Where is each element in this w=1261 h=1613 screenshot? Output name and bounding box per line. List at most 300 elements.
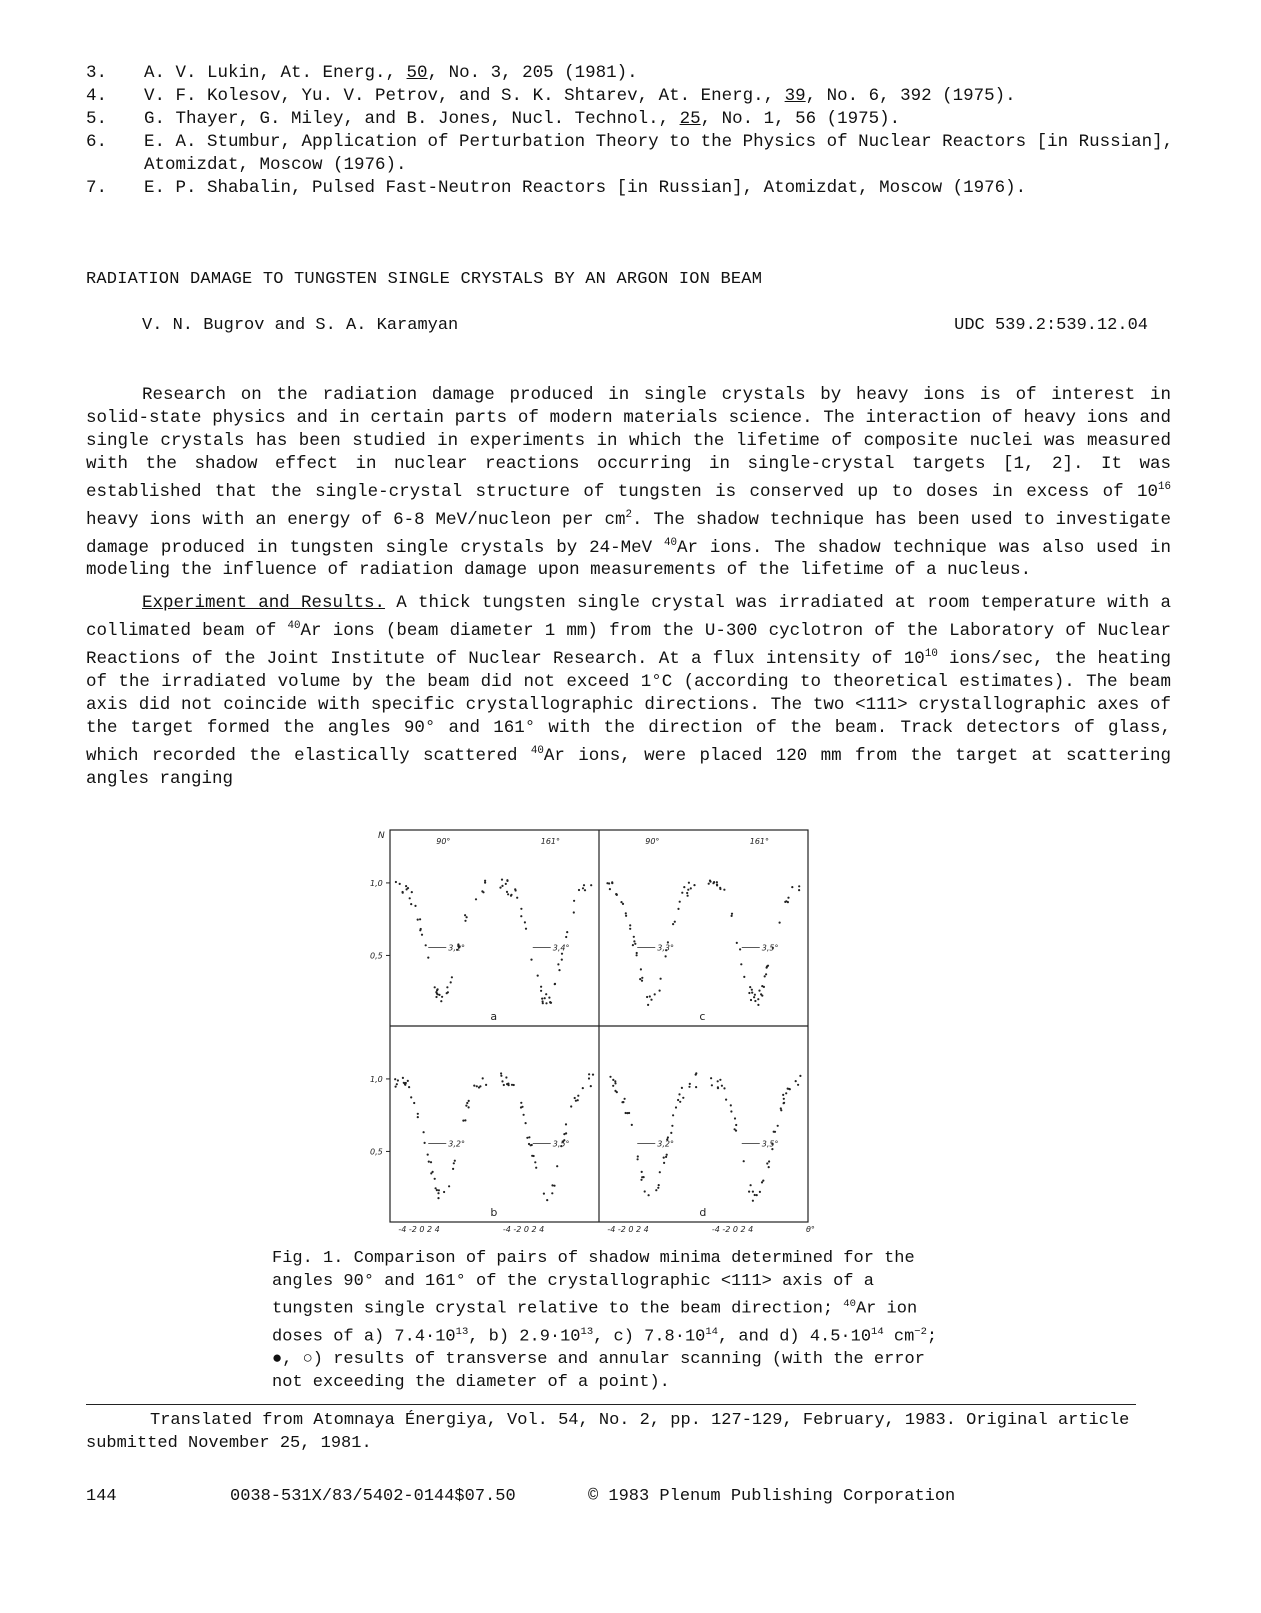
data-point [534, 1161, 536, 1163]
data-point [561, 953, 563, 955]
reference-volume: 25 [679, 109, 701, 129]
data-point [783, 1102, 785, 1104]
data-point [748, 992, 750, 994]
data-point [640, 1179, 642, 1181]
reference-number: 3. [86, 63, 108, 83]
data-point [436, 1189, 438, 1191]
data-point [484, 882, 486, 884]
width-label: 3,2° [448, 1139, 465, 1149]
data-point [752, 1191, 754, 1193]
caption-text: Ar ion doses of a) 7.4·10 [272, 1299, 918, 1347]
data-point [622, 1101, 624, 1103]
data-point [428, 1161, 430, 1163]
data-point [735, 1130, 737, 1132]
data-point [783, 1098, 785, 1100]
data-point [464, 920, 466, 922]
data-point [711, 1084, 713, 1086]
data-point [588, 1077, 590, 1079]
data-point [663, 1157, 665, 1159]
data-point [545, 993, 547, 995]
width-label: 3,1° [448, 943, 465, 953]
data-point [419, 918, 421, 920]
data-point [734, 1117, 736, 1119]
data-point [513, 1084, 515, 1086]
data-point [506, 1083, 508, 1085]
data-point [641, 980, 643, 982]
reference-body: E. P. Shabalin, Pulsed Fast-Neutron Reactors [in Russian], Atomizdat, Moscow (1976). [144, 178, 1027, 198]
data-point [671, 1125, 673, 1127]
data-point [553, 1185, 555, 1187]
panel-label: a [490, 1010, 498, 1023]
data-point [640, 968, 642, 970]
data-point [777, 1125, 779, 1127]
data-point [501, 1080, 503, 1082]
data-point [791, 886, 793, 888]
data-point [499, 887, 501, 889]
data-point [501, 885, 503, 887]
data-point [748, 1191, 750, 1193]
paragraph-experiment [86, 592, 1171, 790]
data-point [403, 1082, 405, 1084]
data-point [754, 1194, 756, 1196]
data-point [464, 1119, 466, 1121]
data-point [437, 1197, 439, 1199]
data-point [632, 944, 634, 946]
superscript: 13 [455, 1326, 469, 1339]
data-point [641, 1171, 643, 1173]
data-point [774, 1131, 776, 1133]
footnote-divider [86, 1404, 1136, 1405]
data-point [582, 1087, 584, 1089]
data-point [690, 887, 692, 889]
superscript: 40 [530, 745, 544, 758]
data-point [526, 1137, 528, 1139]
panel-label: c [699, 1010, 706, 1023]
data-point [462, 1120, 464, 1122]
data-point [616, 893, 618, 895]
data-point [739, 948, 741, 950]
data-point [565, 1123, 567, 1125]
data-point [681, 1087, 683, 1089]
data-point [520, 1102, 522, 1104]
data-point [614, 1080, 616, 1082]
caption-text: Fig. 1. Comparison of pairs of shadow minima determined for the angles 90° and 161° of the crystallographic <111> axis of a tungsten single crystal relative to the beam direction; [272, 1249, 915, 1319]
data-point [753, 996, 755, 998]
data-point [637, 1158, 639, 1160]
figure-plot [360, 826, 830, 1251]
data-point [765, 973, 767, 975]
data-point [520, 908, 522, 910]
data-point [574, 1097, 576, 1099]
panel-label: b [490, 1206, 498, 1219]
data-point [764, 975, 766, 977]
data-point [717, 1080, 719, 1082]
width-label: 3,5° [761, 1139, 779, 1149]
caption-text: ; ●, ○) results of transverse and annular scanning (with the error not exceeding the diameter of a point). [272, 1327, 938, 1392]
data-point [394, 1078, 396, 1080]
data-point [649, 995, 651, 997]
data-point [437, 988, 439, 990]
data-point [754, 1000, 756, 1002]
caption-text: cm [883, 1327, 915, 1347]
data-point [687, 895, 689, 897]
data-point [780, 1107, 782, 1109]
data-point [750, 1184, 752, 1186]
data-point [768, 1166, 770, 1168]
data-point [468, 1106, 470, 1108]
data-point [686, 892, 688, 894]
reference-body: E. A. Stumbur, Application of Perturbation Theory to the Physics of Nuclear Reactors [in Russian], Atomizdat, Moscow (1976). [144, 132, 1174, 175]
data-point [767, 965, 769, 967]
superscript: 16 [1157, 481, 1171, 493]
x-unit-label: θ° [806, 1225, 815, 1234]
data-point [751, 992, 753, 994]
data-point [757, 1004, 759, 1006]
data-point [510, 895, 512, 897]
x-tick-label: -4 -2 0 2 4 [711, 1225, 754, 1234]
data-point [782, 1094, 784, 1096]
superscript: 10 [924, 648, 938, 661]
caption-text: , and d) 4.5·10 [718, 1327, 872, 1347]
data-point [551, 1192, 553, 1194]
data-point [417, 1113, 419, 1115]
data-point [575, 1100, 577, 1102]
data-point [570, 1105, 572, 1107]
data-point [421, 934, 423, 936]
data-point [624, 1098, 626, 1100]
data-point [546, 1199, 548, 1201]
data-point [754, 994, 756, 996]
data-point [614, 1082, 616, 1084]
data-point [537, 975, 539, 977]
data-point [609, 888, 611, 890]
text-run: ions/sec, the heating of the irradiated volume by the beam did not exceed 1°C (according to theoretical estimates). The beam axis did not coincide with specific crystallographic directions. The two <111> crystallographic axes of the target formed the angles 90° and 161° with the direction of the beam. Track detectors of glass, which recorded the elastically scattered [86, 649, 1171, 766]
figure-caption [272, 1248, 952, 1394]
data-point [435, 996, 437, 998]
data-point [679, 1101, 681, 1103]
data-point [414, 905, 416, 907]
page-number: 144 [86, 1487, 117, 1506]
data-point [544, 997, 546, 999]
data-point [454, 1160, 456, 1162]
data-point [435, 1187, 437, 1189]
data-point [434, 1178, 436, 1180]
data-point [440, 1000, 442, 1002]
data-point [612, 1079, 614, 1081]
data-point [577, 1095, 579, 1097]
width-label: 3,4° [552, 943, 570, 953]
data-point [681, 892, 683, 894]
data-point [501, 879, 503, 881]
reference-text [144, 108, 1206, 131]
data-point [761, 995, 763, 997]
superscript: −2 [914, 1326, 927, 1339]
data-point [622, 903, 624, 905]
data-point [466, 916, 468, 918]
data-point [743, 1160, 745, 1162]
data-point [500, 1075, 502, 1077]
data-point [453, 1162, 455, 1164]
data-point [395, 881, 397, 883]
data-point [682, 1097, 684, 1099]
data-point [399, 883, 401, 885]
data-point [695, 1086, 697, 1088]
data-point [639, 978, 641, 980]
data-point [631, 1124, 633, 1126]
superscript: 14 [871, 1326, 884, 1339]
article-authors: V. N. Bugrov and S. A. Karamyan [142, 316, 459, 335]
data-point [592, 1074, 594, 1076]
data-point [435, 991, 437, 993]
data-point [464, 914, 466, 916]
data-point [528, 1136, 530, 1138]
data-point [425, 944, 427, 946]
data-point [446, 986, 448, 988]
data-point [784, 901, 786, 903]
data-point [716, 884, 718, 886]
data-point [655, 1189, 657, 1191]
data-point [430, 1161, 432, 1163]
data-point [766, 967, 768, 969]
data-point [475, 898, 477, 900]
data-point [557, 963, 559, 965]
data-point [417, 1116, 419, 1118]
reference-rest: , No. 3, 205 (1981). [427, 63, 638, 83]
data-point [551, 1184, 553, 1186]
reference-volume: 50 [406, 63, 428, 83]
data-point [535, 1167, 537, 1169]
width-label: 3,5° [552, 1139, 570, 1149]
data-point [540, 990, 542, 992]
data-point [573, 900, 575, 902]
data-point [530, 1144, 532, 1146]
data-point [713, 881, 715, 883]
data-point [590, 884, 592, 886]
article-code: 0038-531X/83/5402-0144$07.50 [230, 1487, 516, 1506]
data-point [625, 915, 627, 917]
data-point [625, 912, 627, 914]
reference-item [86, 177, 1206, 200]
data-point [731, 913, 733, 915]
data-point [616, 1091, 618, 1093]
data-point [563, 1133, 565, 1135]
reference-number: 7. [86, 178, 108, 198]
angle-label: 161° [749, 837, 770, 846]
article-title: RADIATION DAMAGE TO TUNGSTEN SINGLE CRYSTALS BY AN ARGON ION BEAM [86, 270, 763, 289]
data-point [785, 1092, 787, 1094]
data-point [679, 901, 681, 903]
data-point [427, 957, 429, 959]
data-point [611, 882, 613, 884]
data-point [695, 1074, 697, 1076]
superscript: 14 [705, 1326, 718, 1339]
data-point [751, 989, 753, 991]
y-axis-label: N [378, 831, 385, 841]
data-point [654, 993, 656, 995]
data-point [629, 924, 631, 926]
data-point [750, 999, 752, 1001]
panel-label: d [699, 1206, 707, 1219]
data-point [731, 915, 733, 917]
data-point [540, 986, 542, 988]
superscript: 13 [580, 1326, 594, 1339]
data-point [795, 1080, 797, 1082]
data-point [395, 1086, 397, 1088]
data-point [583, 884, 585, 886]
reference-number: 4. [86, 86, 108, 106]
data-point [667, 1136, 669, 1138]
reference-text [144, 177, 1206, 200]
data-point [410, 1096, 412, 1098]
data-point [740, 963, 742, 965]
angle-label: 161° [540, 837, 561, 846]
data-point [646, 996, 648, 998]
data-point [759, 1191, 761, 1193]
angle-label: 90° [645, 837, 660, 846]
data-point [506, 880, 508, 882]
data-point [578, 889, 580, 891]
y-tick-label: 1,0 [370, 878, 383, 888]
data-point [452, 1168, 454, 1170]
text-run: Ar ions, were placed 120 mm from the target at scattering angles ranging [86, 745, 1171, 789]
y-tick-label: 1,0 [370, 1074, 383, 1084]
reference-number: 5. [86, 109, 108, 129]
data-point [582, 887, 584, 889]
data-point [672, 923, 674, 925]
data-point [636, 954, 638, 956]
data-point [723, 889, 725, 891]
data-point [665, 1156, 667, 1158]
data-point [787, 1088, 789, 1090]
superscript: 40 [664, 536, 678, 549]
width-label: 3,3° [657, 943, 674, 953]
data-point [693, 884, 695, 886]
data-point [672, 1114, 674, 1116]
data-point [625, 1112, 627, 1114]
data-point [629, 928, 631, 930]
data-point [446, 992, 448, 994]
data-point [749, 986, 751, 988]
data-point [451, 976, 453, 978]
reference-item [86, 131, 1206, 177]
data-point [520, 915, 522, 917]
data-point [525, 928, 527, 930]
data-point [413, 1102, 415, 1104]
data-point [476, 1085, 478, 1087]
reference-item [86, 85, 1206, 108]
data-point [530, 959, 532, 961]
data-point [708, 883, 710, 885]
data-point [757, 998, 759, 1000]
data-point [523, 1114, 525, 1116]
data-point [735, 1124, 737, 1126]
data-point [665, 955, 667, 957]
data-point [438, 994, 440, 996]
reference-text [144, 131, 1206, 177]
data-point [543, 1193, 545, 1195]
data-point [434, 986, 436, 988]
paragraph-intro [86, 384, 1171, 582]
data-point [798, 889, 800, 891]
data-point [779, 922, 781, 924]
data-point [678, 1093, 680, 1095]
data-point [417, 919, 419, 921]
data-point [410, 903, 412, 905]
data-point [525, 1122, 527, 1124]
section-heading: Experiment and Results. [142, 593, 386, 614]
data-point [636, 952, 638, 954]
data-point [634, 943, 636, 945]
reference-body: A. V. Lukin, At. Energ., [144, 63, 407, 83]
data-point [688, 882, 690, 884]
x-tick-label: -4 -2 0 2 4 [398, 1225, 440, 1234]
data-point [658, 1184, 660, 1186]
data-point [620, 901, 622, 903]
data-point [584, 889, 586, 891]
data-point [761, 1181, 763, 1183]
data-point [768, 1160, 770, 1162]
data-point [481, 890, 483, 892]
data-point [797, 1084, 799, 1086]
data-point [437, 993, 439, 995]
data-point [677, 908, 679, 910]
width-label: 3,5° [761, 943, 779, 953]
data-point [473, 1085, 475, 1087]
data-point [438, 1189, 440, 1191]
data-point [450, 981, 452, 983]
data-point [660, 978, 662, 980]
superscript: 40 [843, 1298, 856, 1310]
data-point [643, 1176, 645, 1178]
reference-rest: , No. 1, 56 (1975). [700, 109, 901, 129]
data-point [521, 1106, 523, 1108]
data-point [798, 885, 800, 887]
reference-item [86, 62, 1206, 85]
data-point [644, 1190, 646, 1192]
data-point [689, 1083, 691, 1085]
data-point [758, 990, 760, 992]
data-point [719, 1079, 721, 1081]
data-point [558, 969, 560, 971]
data-point [554, 983, 556, 985]
data-point [533, 1155, 535, 1157]
y-tick-label: 0,5 [370, 1147, 383, 1157]
data-point [762, 1180, 764, 1182]
reference-body: V. F. Kolesov, Yu. V. Petrov, and S. K. Shtarev, At. Energ., [144, 86, 785, 106]
data-point [503, 1084, 505, 1086]
data-point [524, 921, 526, 923]
data-point [787, 897, 789, 899]
data-point [717, 1087, 719, 1089]
data-point [419, 929, 421, 931]
data-point [548, 997, 550, 999]
data-point [612, 1085, 614, 1087]
data-point [670, 1132, 672, 1134]
width-label: 3,2° [657, 1139, 674, 1149]
data-point [550, 1002, 552, 1004]
text-run: Ar ions. The shadow technique was also used in modeling the influence of radiation damage upon measurements of the lifetime of a nucleus. [86, 537, 1171, 581]
caption-text: , b) 2.9·10 [468, 1327, 581, 1347]
data-point [516, 897, 518, 899]
data-point [787, 901, 789, 903]
y-tick-label: 0,5 [370, 951, 383, 961]
data-point [441, 996, 443, 998]
data-point [396, 1083, 398, 1085]
data-point [736, 942, 738, 944]
data-point [423, 1131, 425, 1133]
data-point [482, 1077, 484, 1079]
data-point [448, 1185, 450, 1187]
